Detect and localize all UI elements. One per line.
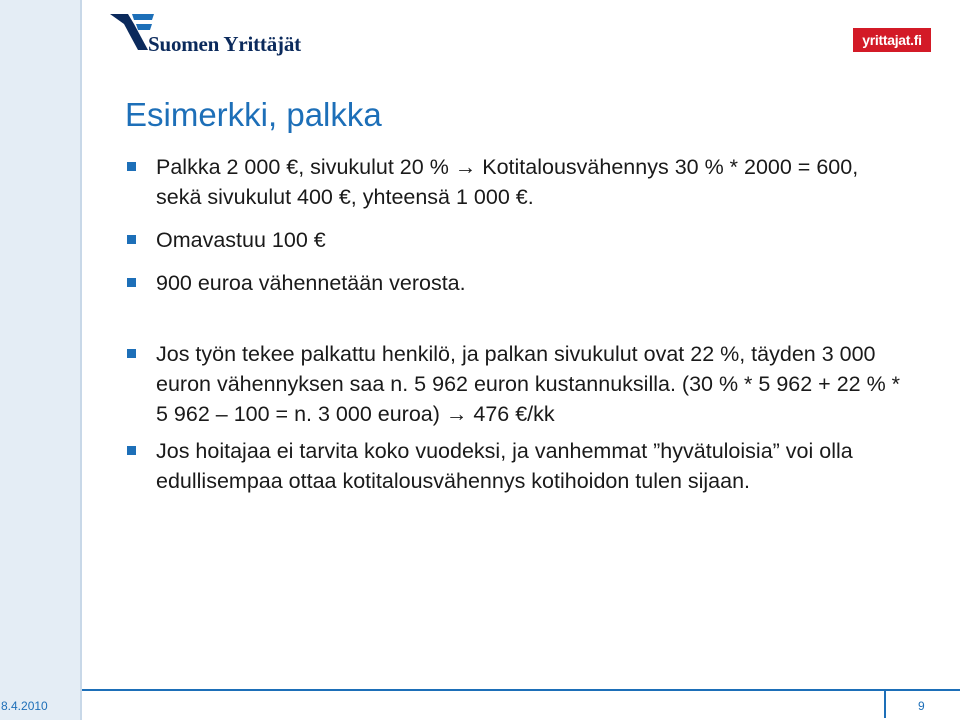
footer-rule bbox=[82, 689, 960, 691]
site-badge[interactable]: yrittajat.fi bbox=[853, 28, 931, 52]
footer-divider bbox=[884, 690, 886, 718]
bullet-list bbox=[126, 152, 906, 496]
slide-title: Esimerkki, palkka bbox=[125, 96, 382, 133]
bullet-text: Jos työn tekee palkattu henkilö, ja palkan sivukulut ovat 22 %, täyden 3 000 euron vähennyksen saa n. 5 962 euron kustannuksilla. (30 % * 5 962 + 22 % * 5 962 – 100 = n. 3 000 euroa) → 476 €/kk bbox=[156, 342, 901, 426]
brand-name: Suomen Yrittäjät bbox=[148, 32, 301, 56]
bullet-text: 900 euroa vähennetään verosta. bbox=[156, 271, 466, 295]
bullet-item bbox=[126, 152, 906, 212]
left-side-strip bbox=[0, 0, 80, 720]
bullet-text: Jos hoitajaa ei tarvita koko vuodeksi, ja vanhemmat ”hyvätuloisia” voi olla edullisempaa ottaa kotitalousvähennys kotihoidon tulen sijaan. bbox=[156, 439, 853, 493]
page-number: 9 bbox=[918, 699, 925, 713]
bullet-text: Palkka 2 000 €, sivukulut 20 % → Kotitalousvähennys 30 % * 2000 = 600, sekä sivukulut 400 €, yhteensä 1 000 €. bbox=[156, 155, 859, 209]
left-strip-border bbox=[80, 0, 82, 720]
footer-date: 8.4.2010 bbox=[1, 699, 48, 713]
bullet-text: Omavastuu 100 € bbox=[156, 228, 326, 252]
bullet-item bbox=[126, 436, 906, 496]
bullet-square-icon bbox=[127, 349, 136, 358]
bullet-item bbox=[126, 225, 906, 255]
bullet-square-icon bbox=[127, 162, 136, 171]
bullet-square-icon bbox=[127, 278, 136, 287]
bullet-square-icon bbox=[127, 235, 136, 244]
bullet-square-icon bbox=[127, 446, 136, 455]
bullet-item bbox=[126, 268, 906, 298]
bullet-item bbox=[126, 339, 906, 429]
brand-logo bbox=[108, 10, 308, 54]
